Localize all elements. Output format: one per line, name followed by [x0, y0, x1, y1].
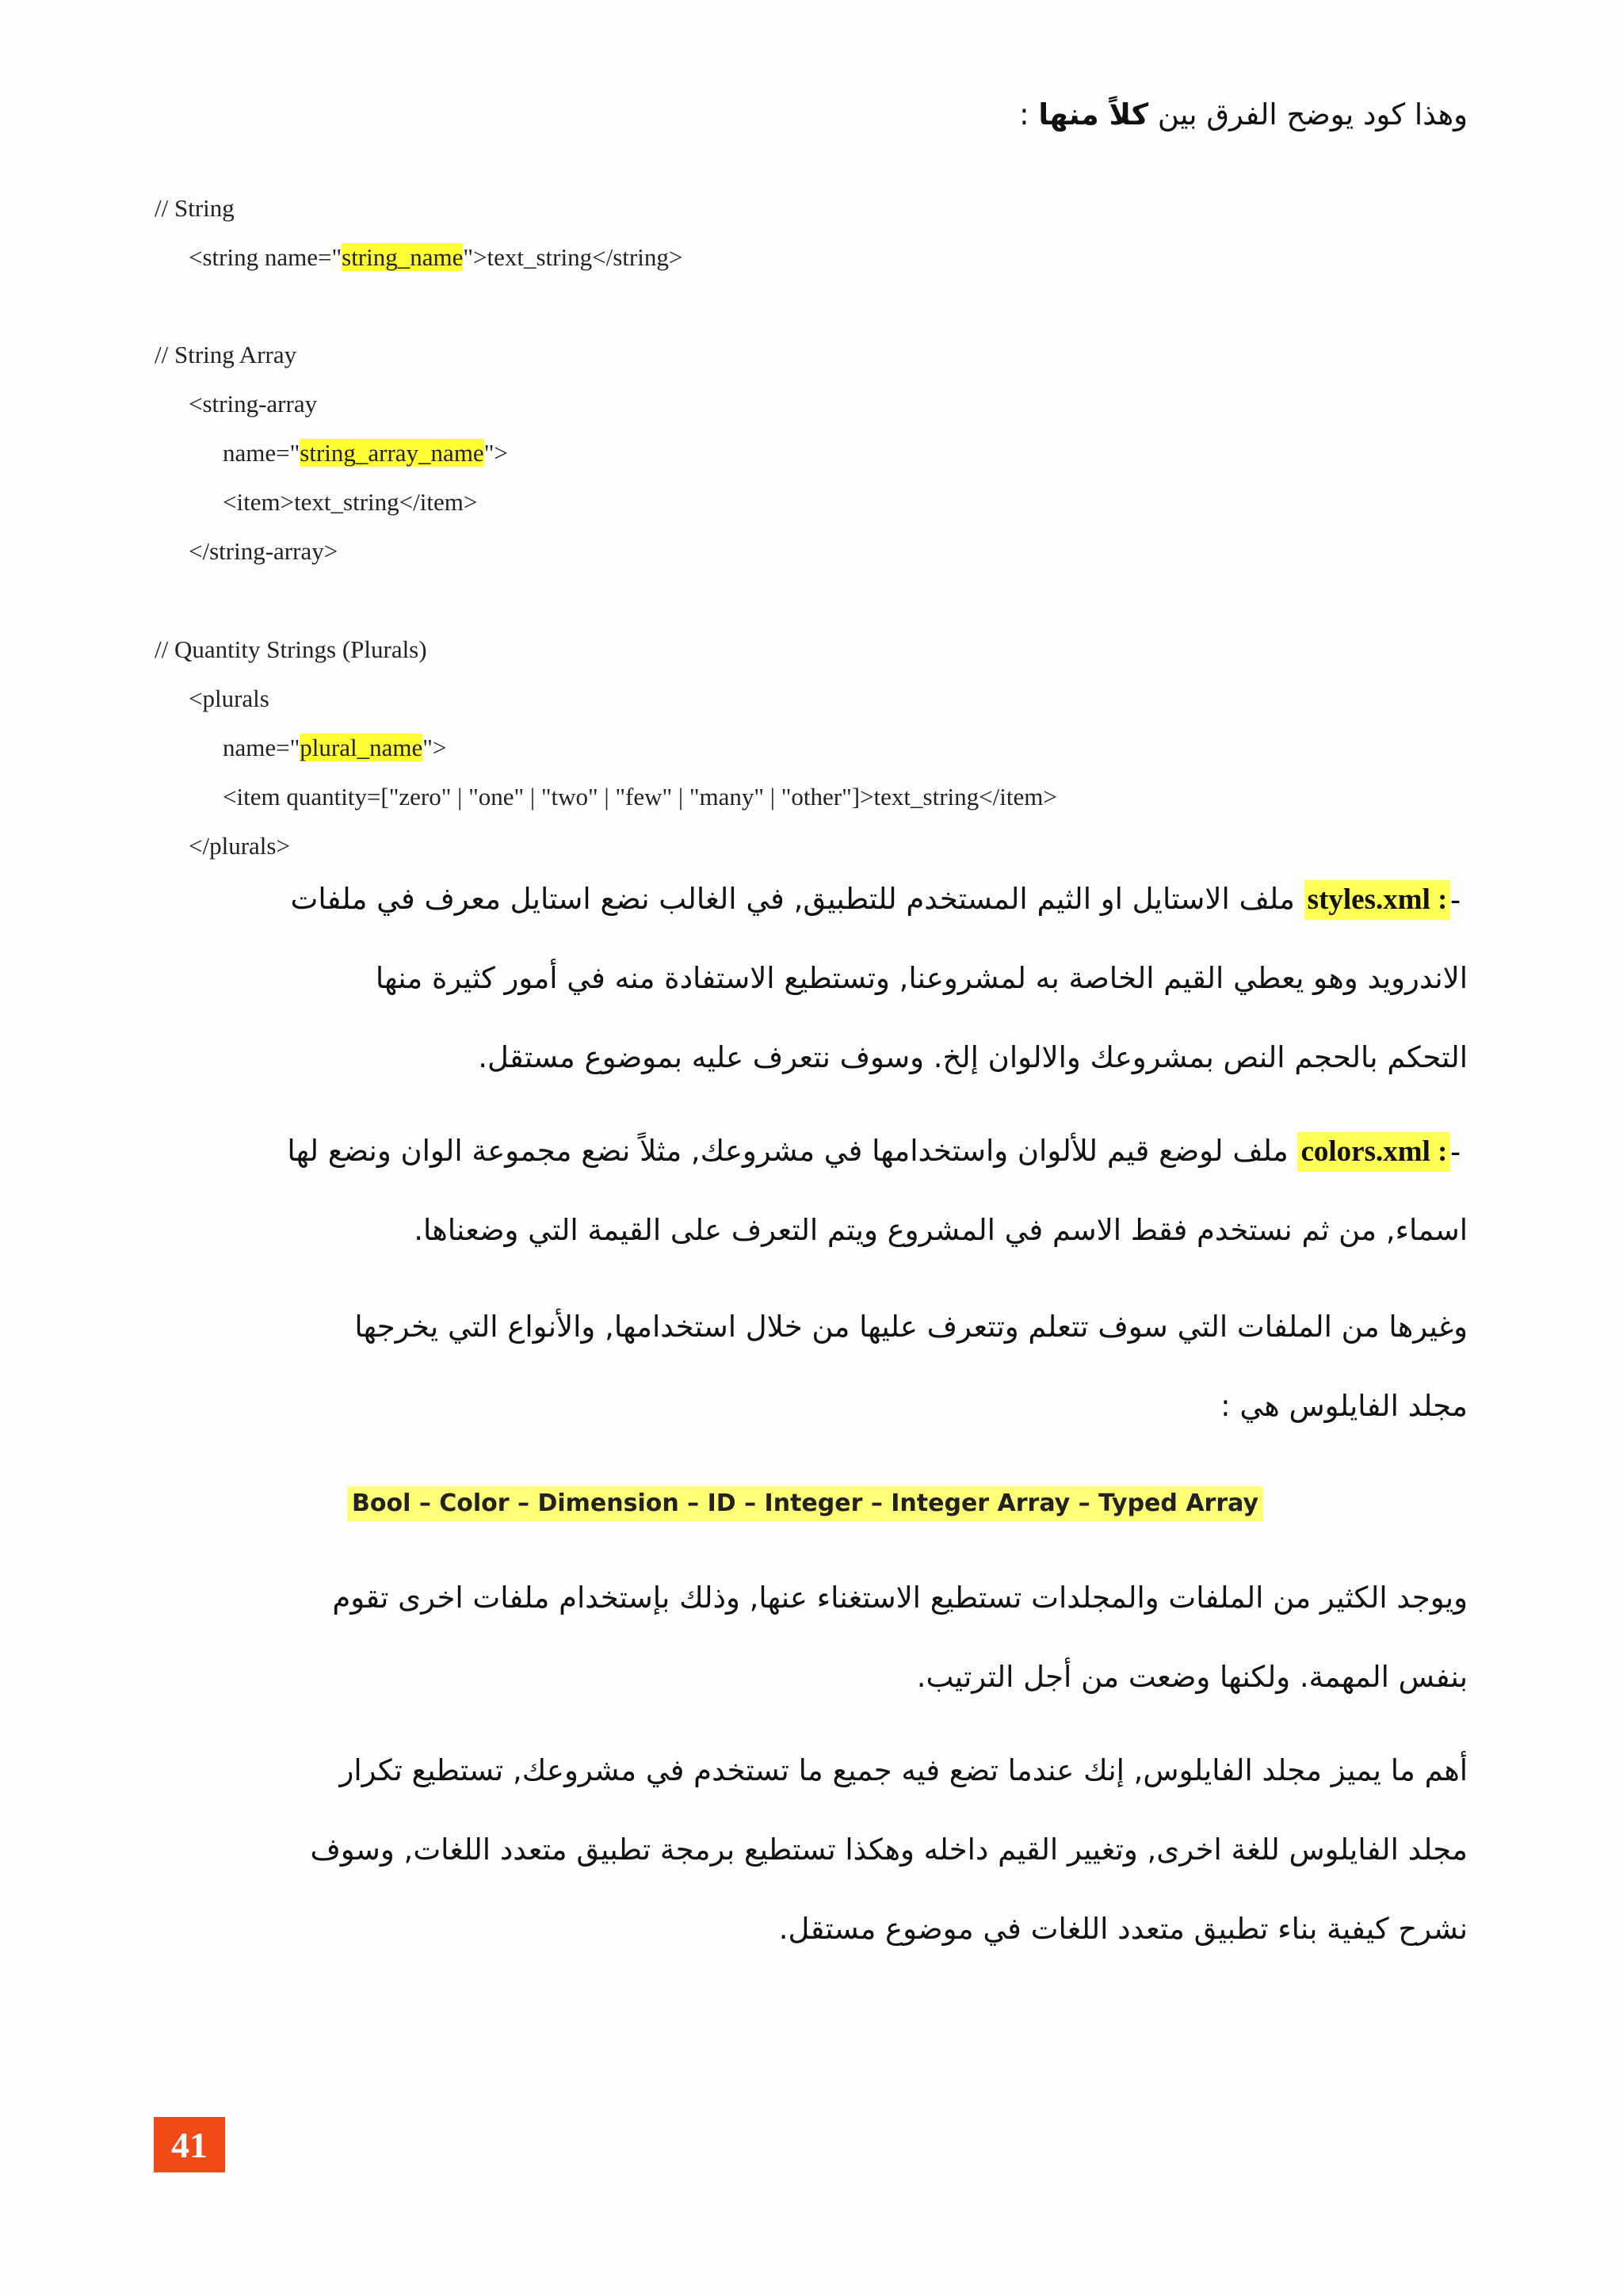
styles-text-1: ملف الاستايل او الثيم المستخدم للتطبيق, في الغالب نضع استايل معرف في ملفات — [290, 882, 1304, 916]
code-array-close: </string-array> — [189, 537, 338, 565]
intro-colon: : — [1019, 97, 1039, 132]
styles-line-2: الاندرويد وهو يعطي القيم الخاصة به لمشروعنا, وتستطيع الاستفادة منه في أمور كثيرة منها — [375, 961, 1468, 995]
styles-line-1 — [291, 879, 1468, 920]
code-comment-plurals: // Quantity Strings (Plurals) — [155, 635, 427, 663]
colors-term: colors.xml : — [1297, 1132, 1450, 1172]
code-plurals-name-post: "> — [422, 734, 447, 761]
resource-types-list: Bool – Color – Dimension – ID – Integer – Integer Array – Typed Array — [347, 1486, 1263, 1521]
intro-line — [1019, 95, 1468, 135]
code-array-item: <item>text_string</item> — [223, 488, 478, 516]
code-comment-array: // String Array — [155, 341, 297, 368]
code-array-name-line — [223, 437, 508, 469]
more-line-1: ويوجد الكثير من الملفات والمجلدات تستطيع الاستغناء عنها, وذلك بإستخدام ملفات اخرى تقوم — [332, 1581, 1468, 1615]
code-string-line — [189, 242, 682, 273]
page-number: 41 — [154, 2117, 225, 2172]
code-array-name-highlight: string_array_name — [300, 439, 484, 467]
colors-line-1 — [287, 1131, 1468, 1172]
code-plurals-close: </plurals> — [189, 832, 290, 860]
important-line-3: نشرح كيفية بناء تطبيق متعدد اللغات في موضوع مستقل. — [778, 1912, 1468, 1946]
other-line-1: وغيرها من الملفات التي سوف تتعلم وتتعرف عليها من خلال استخدامها, والأنواع التي يخرجها — [354, 1310, 1468, 1344]
code-string-post: ">text_string</string> — [463, 243, 683, 271]
code-string-pre: <string name=" — [189, 243, 342, 271]
colors-dash: - — [1450, 1135, 1468, 1168]
code-plurals-name-pre: name=" — [223, 734, 300, 761]
colors-line-2: اسماء, من ثم نستخدم فقط الاسم في المشروع ويتم التعرف على القيمة التي وضعناها. — [414, 1213, 1468, 1247]
code-plurals-open: <plurals — [189, 685, 269, 712]
code-plurals-name-line — [223, 732, 446, 764]
intro-text: وهذا كود يوضح الفرق بين — [1148, 97, 1468, 132]
important-line-2: مجلد الفايلوس للغة اخرى, وتغيير القيم داخله وهكذا تستطيع برمجة تطبيق متعدد اللغات, وسوف — [310, 1833, 1468, 1867]
styles-line-3: التحكم بالحجم النص بمشروعك والالوان إلخ. وسوف نتعرف عليه بموضوع مستقل. — [478, 1040, 1468, 1074]
code-comment-string: // String — [155, 194, 235, 222]
styles-term: styles.xml : — [1304, 880, 1451, 920]
code-string-highlight: string_name — [342, 243, 464, 271]
more-line-2: بنفس المهمة. ولكنها وضعت من أجل الترتيب. — [916, 1660, 1468, 1694]
code-array-name-post: "> — [483, 439, 508, 467]
code-plurals-name-highlight: plural_name — [300, 734, 423, 761]
code-plurals-item: <item quantity=["zero" | "one" | "two" | "few" | "many" | "other"]>text_string</item> — [223, 783, 1057, 810]
intro-bold: كلاً منها — [1038, 97, 1149, 132]
code-array-name-pre: name=" — [223, 439, 300, 467]
code-array-open: <string-array — [189, 390, 318, 418]
other-line-2: مجلد الفايلوس هي : — [1220, 1389, 1468, 1423]
important-line-1: أهم ما يميز مجلد الفايلوس, إنك عندما تضع فيه جميع ما تستخدم في مشروعك, تستطيع تكرار — [339, 1753, 1468, 1787]
styles-dash: - — [1450, 883, 1468, 916]
colors-text-1: ملف لوضع قيم للألوان واستخدامها في مشروعك, مثلاً نضع مجموعة الوان ونضع لها — [287, 1134, 1298, 1168]
